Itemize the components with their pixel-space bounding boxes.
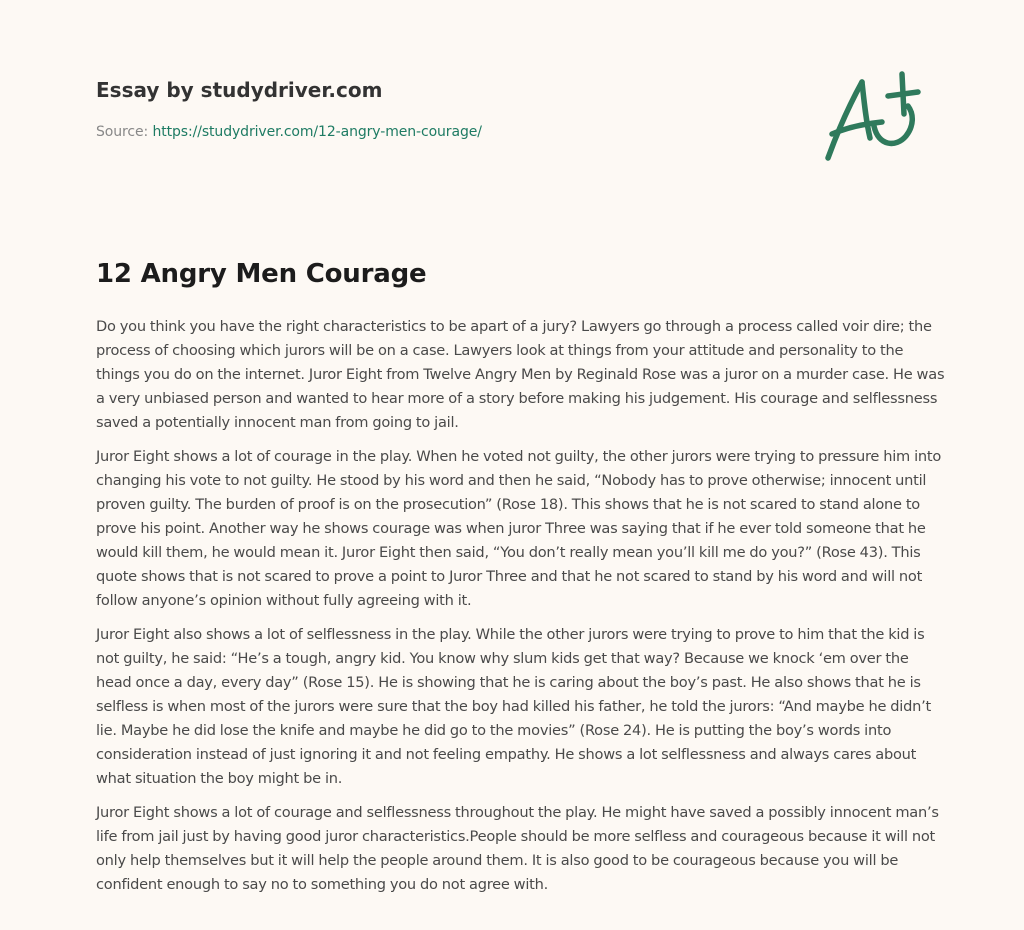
page-header <box>96 76 796 142</box>
essay-paragraph: Juror Eight shows a lot of courage and selflessness throughout the play. He might have saved a possibly innocent man’s life from jail just by having good juror characteristics.People should be more selfless and courageous because it will not only help themselves but it will help the people around them. It is also good to be courageous because you will be confident enough to say no to something you do not agree with. <box>96 804 939 893</box>
essay-paragraph: Do you think you have the right characteristics to be apart of a jury? Lawyers go through a process called voir dire; the process of choosing which jurors will be on a case. Lawyers look at things from your attitude and personality to the things you do on the internet. Juror Eight from Twelve Angry Men by Reginald Rose was a juror on a murder case. He was a very unbiased person and wanted to hear more of a story before making his judgement. His courage and selflessness saved a potentially innocent man from going to jail. <box>96 318 945 431</box>
a-plus-grade-icon <box>818 66 928 166</box>
site-title: Essay by studydriver.com <box>96 78 383 102</box>
source-link[interactable]: https://studydriver.com/12-angry-men-courage/ <box>152 124 482 140</box>
essay-paragraph: Juror Eight also shows a lot of selflessness in the play. While the other jurors were trying to prove to him that the kid is not guilty, he said: “He’s a tough, angry kid. You know why slum kids get that way? Because we knock ‘em over the head once a day, every day” (Rose 15). He is showing that he is caring about the boy’s past. He also shows that he is selfless is when most of the jurors were sure that the boy had killed his father, he told the jurors: “And maybe he didn’t lie. Maybe he did lose the knife and maybe he did go to the movies” (Rose 24). He is putting the boy’s words into consideration instead of just ignoring it and not feeling empathy. He shows a lot selflessness and always cares about what situation the boy might be in. <box>96 626 931 787</box>
source-line <box>96 122 796 142</box>
essay-title: 12 Angry Men Courage <box>96 259 427 289</box>
source-label: Source: <box>96 124 149 140</box>
essay-paragraph: Juror Eight shows a lot of courage in the play. When he voted not guilty, the other jurors were trying to pressure him into changing his vote to not guilty. He stood by his word and then he said, “Nobody has to prove otherwise; innocent until proven guilty. The burden of proof is on the prosecution” (Rose 18). This shows that he is not scared to stand alone to prove his point. Another way he shows courage was when juror Three was saying that if he ever told someone that he would kill them, he would mean it. Juror Eight then said, “You don’t really mean you’ll kill me do you?” (Rose 43). This quote shows that is not scared to prove a point to Juror Three and that he not scared to stand by his word and will not follow anyone’s opinion without fully agreeing with it. <box>96 448 942 609</box>
essay-body <box>96 315 946 907</box>
